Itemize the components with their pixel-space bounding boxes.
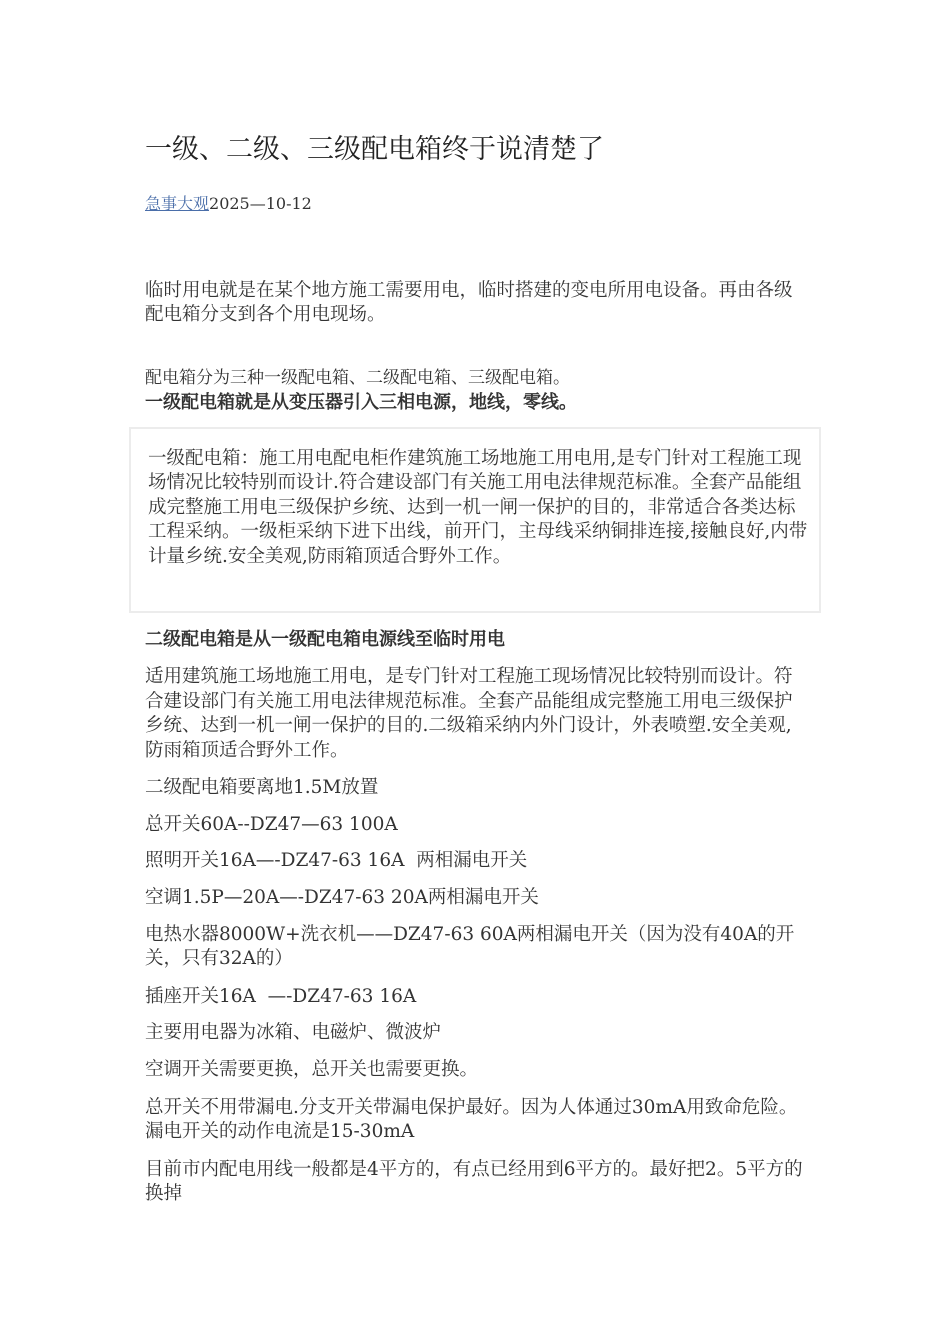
content-line: 空调开关需要更换，总开关也需要更换。 (145, 1059, 479, 1080)
content-line: 二级配电箱要离地1.5M放置 (145, 777, 379, 798)
content-line: 电热水器8000W+洗衣机——DZ47-63 60A两相漏电开关（因为没有40A的开关，只有32A的） (145, 924, 795, 969)
types-paragraph: 配电箱分为三种一级配电箱、二级配电箱、三级配电箱。 (145, 368, 570, 388)
content-line: 总开关60A--DZ47—63 100A (145, 814, 398, 835)
content-line: 主要用电器为冰箱、电磁炉、微波炉 (145, 1022, 442, 1043)
content-line: 目前市内配电用线一般都是4平方的，有点已经用到6平方的。最好把2。5平方的换掉 (145, 1159, 803, 1204)
level1-heading: 一级配电箱就是从变压器引入三相电源，地线，零线。 (145, 392, 577, 413)
level2-heading: 二级配电箱是从一级配电箱电源线至临时用电 (145, 629, 505, 650)
content-line: 照明开关16A—-DZ47-63 16A 两相漏电开关 (145, 850, 528, 871)
content-line: 空调1.5P—20A—-DZ47-63 20A两相漏电开关 (145, 887, 539, 908)
article-meta (145, 193, 312, 215)
article-title: 一级、二级、三级配电箱终于说清楚了 (145, 134, 604, 165)
publish-date: 2025—10-12 (209, 194, 312, 213)
content-line: 总开关不用带漏电.分支开关带漏电保护最好。因为人体通过30mA用致命危险。漏电开关的动作电流是15-30mA (145, 1097, 798, 1142)
content-line: 插座开关16A —-DZ47-63 16A (145, 986, 417, 1007)
author-link[interactable]: 急事大观 (145, 194, 210, 213)
level1-quote-box (129, 427, 821, 613)
intro-paragraph: 临时用电就是在某个地方施工需要用电，临时搭建的变电所用电设备。再由各级配电箱分支到各个用电现场。 (145, 280, 793, 325)
level2-description: 适用建筑施工场地施工用电，是专门针对工程施工现场情况比较特别而设计。符合建设部门有关施工用电法律规范标准。全套产品能组成完整施工用电三级保护乡统、达到一机一闸一保护的目的.二级箱采纳内外门设计，外表喷塑.安全美观,防雨箱顶适合野外工作。 (145, 666, 793, 761)
level1-quote-text: 一级配电箱：施工用电配电柜作建筑施工场地施工用电用,是专门针对工程施工现场情况比较特别而设计.符合建设部门有关施工用电法律规范标准。全套产品能组成完整施工用电三级保护乡统、达到一机一闸一保护的目的，非常适合各类达标工程采纳。一级柜采纳下进下出线，前开门，主母线采纳铜排连接,接触良好,内带计量乡统.安全美观,防雨箱顶适合野外工作。 (148, 448, 808, 567)
